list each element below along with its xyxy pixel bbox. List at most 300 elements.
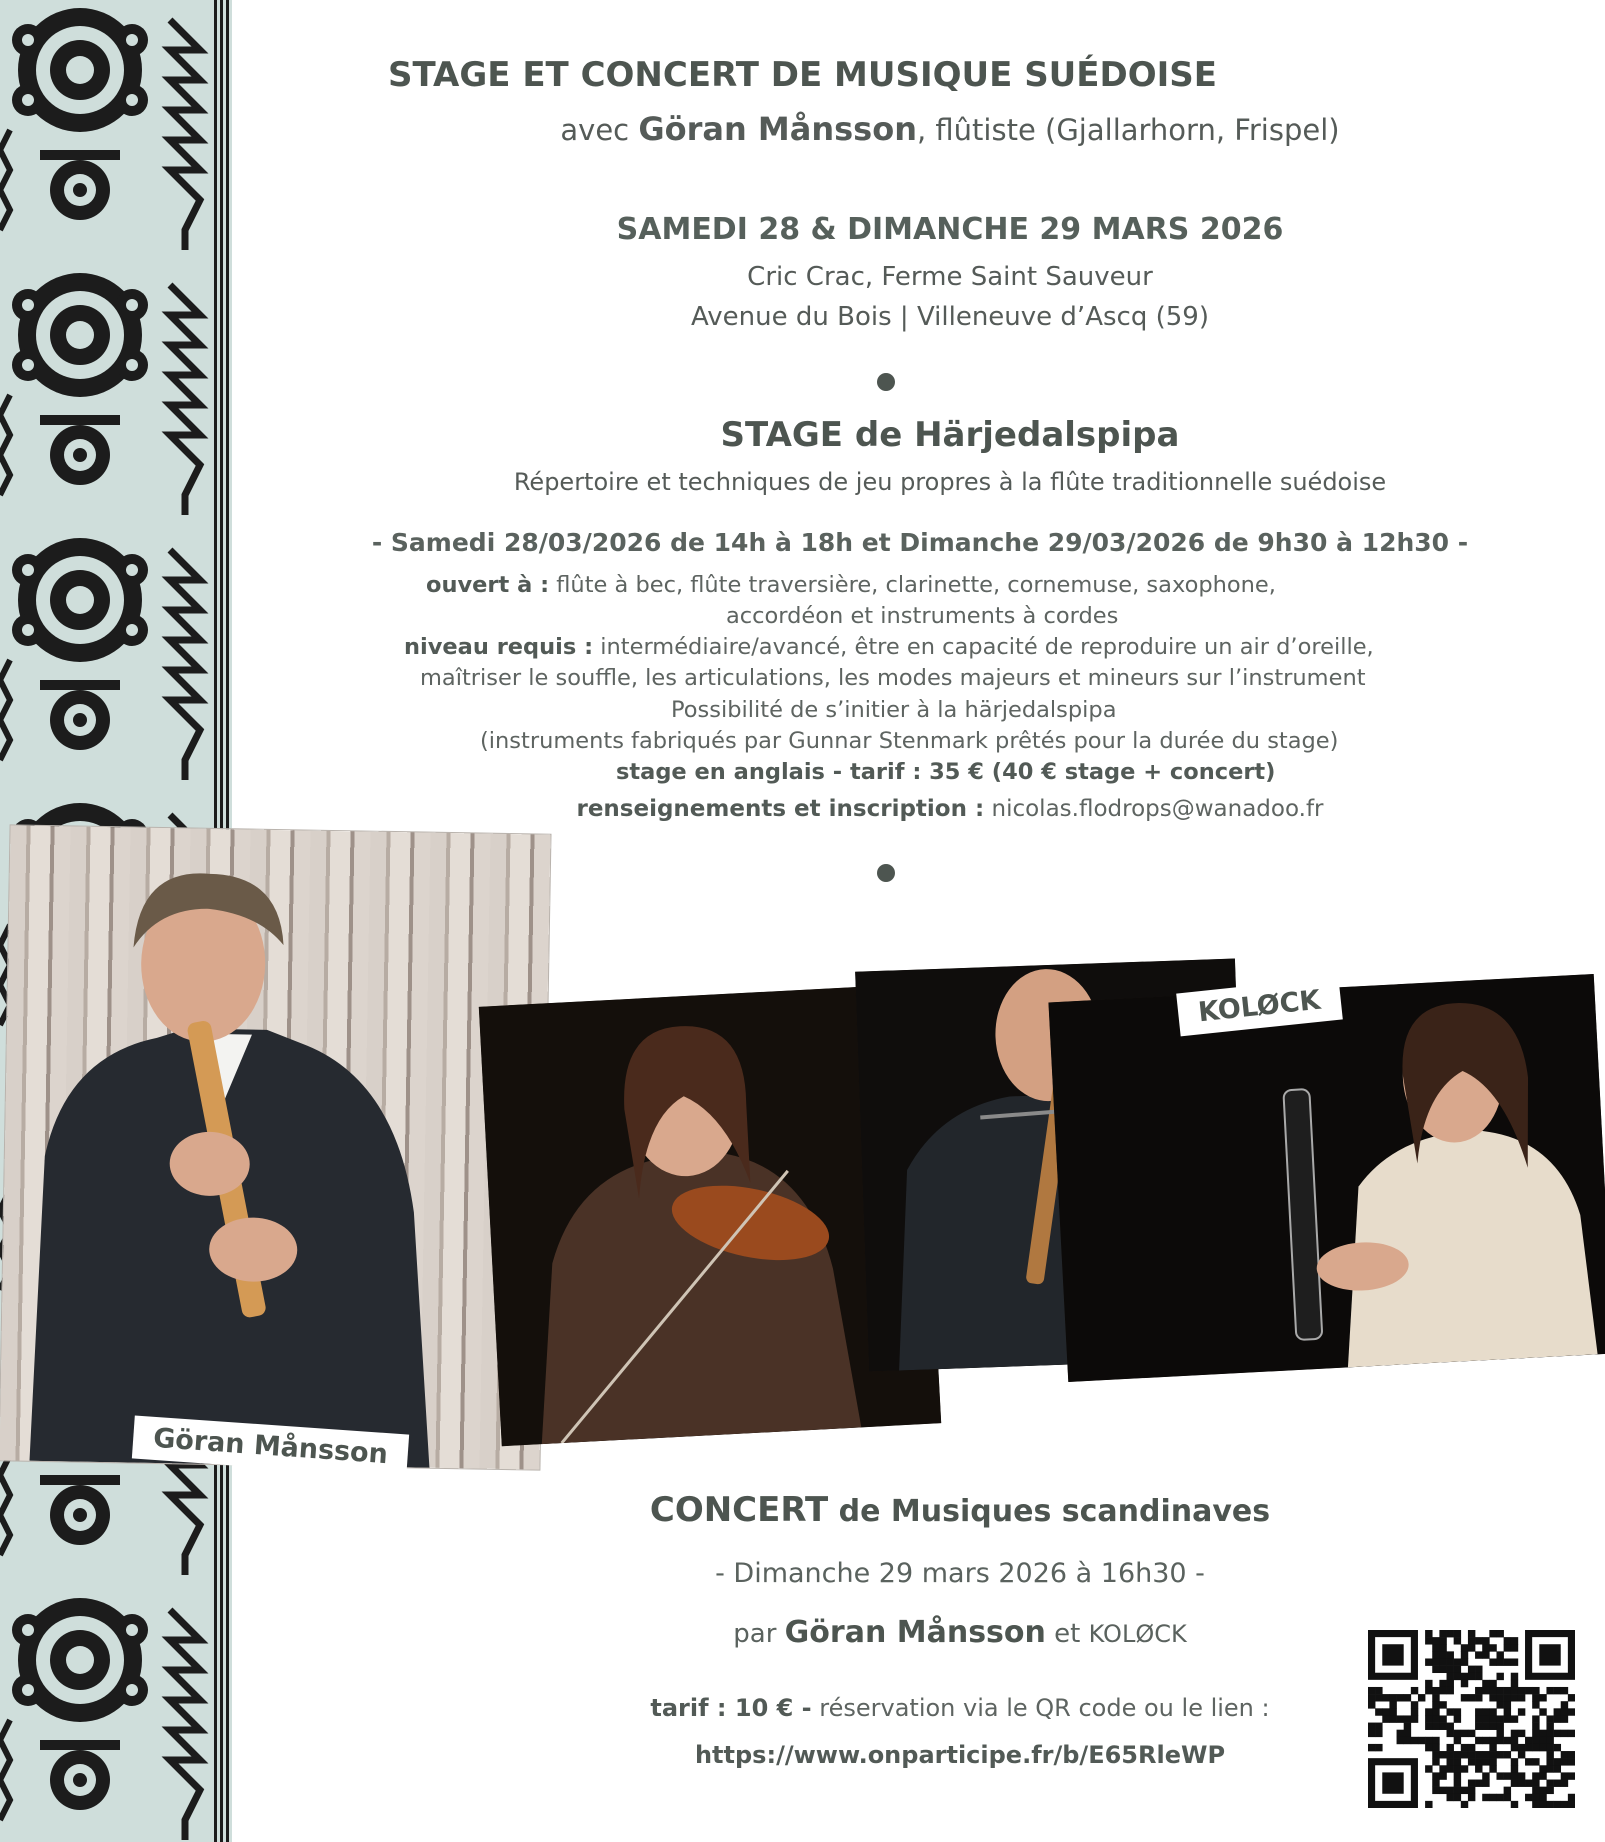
- qr-module: [1539, 1730, 1546, 1737]
- qr-module: [1389, 1694, 1396, 1701]
- qr-module: [1539, 1787, 1546, 1794]
- qr-module: [1461, 1730, 1468, 1737]
- stage-open-to: [426, 572, 1276, 598]
- qr-module: [1461, 1644, 1468, 1651]
- qr-module: [1425, 1630, 1432, 1637]
- contact-label: renseignements et inscription :: [576, 796, 985, 822]
- qr-module: [1539, 1772, 1546, 1779]
- qr-module: [1468, 1794, 1475, 1801]
- qr-module: [1447, 1651, 1454, 1658]
- qr-module: [1425, 1801, 1432, 1808]
- qr-module: [1447, 1794, 1454, 1801]
- qr-module: [1496, 1715, 1503, 1722]
- qr-module: [1368, 1701, 1375, 1708]
- stage-contact: [370, 796, 1530, 822]
- qr-module: [1432, 1751, 1439, 1758]
- qr-module: [1447, 1687, 1454, 1694]
- qr-module: [1482, 1758, 1489, 1765]
- qr-module: [1504, 1637, 1511, 1644]
- qr-module: [1532, 1687, 1539, 1694]
- qr-module: [1532, 1780, 1539, 1787]
- qr-module: [1511, 1765, 1518, 1772]
- qr-module: [1454, 1658, 1461, 1665]
- qr-module: [1532, 1772, 1539, 1779]
- qr-module: [1454, 1751, 1461, 1758]
- qr-module: [1375, 1723, 1382, 1730]
- qr-module: [1511, 1737, 1518, 1744]
- qr-module: [1461, 1680, 1468, 1687]
- subtitle-prefix: avec: [560, 113, 639, 147]
- qr-module: [1489, 1644, 1496, 1651]
- qr-module: [1454, 1737, 1461, 1744]
- qr-module: [1489, 1687, 1496, 1694]
- qr-module: [1461, 1801, 1468, 1808]
- qr-module: [1439, 1751, 1446, 1758]
- qr-module: [1539, 1794, 1546, 1801]
- qr-module: [1432, 1701, 1439, 1708]
- qr-module: [1425, 1744, 1432, 1751]
- qr-module: [1504, 1658, 1511, 1665]
- qr-module: [1468, 1780, 1475, 1787]
- qr-module: [1439, 1715, 1446, 1722]
- qr-module: [1561, 1801, 1568, 1808]
- qr-module: [1546, 1715, 1553, 1722]
- qr-module: [1411, 1687, 1418, 1694]
- qr-module: [1454, 1730, 1461, 1737]
- qr-module: [1489, 1708, 1496, 1715]
- qr-module: [1568, 1751, 1575, 1758]
- qr-module: [1532, 1723, 1539, 1730]
- separator-dot: [877, 373, 895, 391]
- qr-module: [1454, 1673, 1461, 1680]
- qr-module: [1568, 1772, 1575, 1779]
- stage-instruments-note: (instruments fabriqués par Gunnar Stenmark prêtés pour la durée du stage): [480, 728, 1339, 754]
- qr-module: [1468, 1666, 1475, 1673]
- event-place-line1: Cric Crac, Ferme Saint Sauveur: [747, 262, 1153, 292]
- qr-module: [1461, 1694, 1468, 1701]
- performers-and: et: [1045, 1619, 1089, 1649]
- qr-module: [1439, 1772, 1446, 1779]
- qr-module: [1489, 1680, 1496, 1687]
- qr-module: [1482, 1687, 1489, 1694]
- qr-module: [1496, 1694, 1503, 1701]
- qr-module: [1461, 1744, 1468, 1751]
- qr-module: [1539, 1744, 1546, 1751]
- open-text: flûte à bec, flûte traversière, clarinette, cornemuse, saxophone,: [549, 572, 1276, 598]
- qr-module: [1425, 1737, 1432, 1744]
- qr-module: [1432, 1637, 1439, 1644]
- qr-module: [1439, 1687, 1446, 1694]
- qr-module: [1496, 1701, 1503, 1708]
- qr-module: [1561, 1708, 1568, 1715]
- qr-module: [1504, 1715, 1511, 1722]
- qr-module: [1389, 1701, 1396, 1708]
- qr-module: [1554, 1765, 1561, 1772]
- stage-level-cont: maîtriser le souffle, les articulations, les modes majeurs et mineurs sur l’instrument: [420, 665, 1366, 691]
- qr-module: [1489, 1723, 1496, 1730]
- qr-module: [1368, 1694, 1375, 1701]
- qr-module: [1511, 1715, 1518, 1722]
- qr-module: [1489, 1794, 1496, 1801]
- qr-module: [1475, 1715, 1482, 1722]
- qr-module: [1554, 1758, 1561, 1765]
- qr-module: [1397, 1715, 1404, 1722]
- qr-module: [1489, 1694, 1496, 1701]
- qr-module: [1468, 1694, 1475, 1701]
- tarif-text: réservation via le QR code ou le lien :: [811, 1694, 1270, 1722]
- qr-module: [1454, 1772, 1461, 1779]
- qr-module: [1482, 1708, 1489, 1715]
- qr-module: [1439, 1787, 1446, 1794]
- qr-module: [1554, 1708, 1561, 1715]
- qr-module: [1496, 1772, 1503, 1779]
- page-subtitle: [360, 110, 1540, 148]
- stage-description: Répertoire et techniques de jeu propres à la flûte traditionnelle suédoise: [513, 468, 1387, 496]
- qr-module: [1454, 1758, 1461, 1765]
- separator-dot: [877, 864, 895, 882]
- qr-module: [1375, 1708, 1382, 1715]
- qr-module: [1504, 1772, 1511, 1779]
- qr-module: [1532, 1737, 1539, 1744]
- qr-module: [1468, 1637, 1475, 1644]
- qr-module: [1546, 1751, 1553, 1758]
- qr-module: [1432, 1737, 1439, 1744]
- level-label: niveau requis :: [404, 634, 594, 660]
- qr-module: [1397, 1730, 1404, 1737]
- qr-module: [1475, 1637, 1482, 1644]
- qr-module: [1439, 1637, 1446, 1644]
- qr-module: [1375, 1694, 1382, 1701]
- qr-module: [1511, 1637, 1518, 1644]
- qr-module: [1432, 1644, 1439, 1651]
- qr-module: [1511, 1801, 1518, 1808]
- qr-module: [1468, 1630, 1475, 1637]
- performer-band: KOLØCK: [1088, 1620, 1187, 1648]
- qr-module: [1432, 1666, 1439, 1673]
- qr-module: [1368, 1687, 1375, 1694]
- qr-module: [1546, 1758, 1553, 1765]
- performers-prefix: par: [733, 1619, 785, 1649]
- qr-module: [1568, 1758, 1575, 1765]
- qr-module: [1568, 1708, 1575, 1715]
- qr-module: [1511, 1673, 1518, 1680]
- qr-module: [1561, 1687, 1568, 1694]
- qr-module: [1454, 1715, 1461, 1722]
- qr-module: [1482, 1737, 1489, 1744]
- qr-module: [1518, 1780, 1525, 1787]
- stage-price: stage en anglais - tarif : 35 € (40 € stage + concert): [616, 759, 1276, 785]
- qr-module: [1489, 1765, 1496, 1772]
- qr-module: [1539, 1801, 1546, 1808]
- concert-date: - Dimanche 29 mars 2026 à 16h30 -: [715, 1558, 1205, 1589]
- qr-module: [1561, 1758, 1568, 1765]
- qr-module: [1496, 1723, 1503, 1730]
- qr-module: [1525, 1687, 1532, 1694]
- event-date: SAMEDI 28 & DIMANCHE 29 MARS 2026: [616, 212, 1284, 247]
- qr-module: [1518, 1744, 1525, 1751]
- qr-module: [1375, 1730, 1382, 1737]
- qr-module: [1568, 1794, 1575, 1801]
- qr-module: [1475, 1651, 1482, 1658]
- qr-module: [1461, 1751, 1468, 1758]
- qr-module: [1475, 1751, 1482, 1758]
- qr-module: [1439, 1680, 1446, 1687]
- qr-module: [1454, 1630, 1461, 1637]
- qr-module: [1532, 1701, 1539, 1708]
- concert-link[interactable]: https://www.onparticipe.fr/b/E65RleWP: [694, 1741, 1226, 1769]
- qr-module: [1475, 1780, 1482, 1787]
- qr-module: [1482, 1715, 1489, 1722]
- qr-module: [1425, 1765, 1432, 1772]
- qr-module: [1496, 1651, 1503, 1658]
- qr-module: [1518, 1687, 1525, 1694]
- qr-module: [1511, 1758, 1518, 1765]
- qr-module: [1432, 1651, 1439, 1658]
- qr-module: [1439, 1651, 1446, 1658]
- qr-module: [1532, 1801, 1539, 1808]
- qr-module: [1382, 1715, 1389, 1722]
- qr-module: [1447, 1765, 1454, 1772]
- qr-module: [1496, 1687, 1503, 1694]
- qr-module: [1504, 1787, 1511, 1794]
- qr-module: [1482, 1637, 1489, 1644]
- qr-module: [1525, 1737, 1532, 1744]
- qr-module: [1439, 1658, 1446, 1665]
- contact-email[interactable]: nicolas.flodrops@wanadoo.fr: [984, 796, 1324, 822]
- qr-module: [1468, 1673, 1475, 1680]
- qr-module: [1425, 1680, 1432, 1687]
- qr-module: [1454, 1794, 1461, 1801]
- qr-module: [1546, 1787, 1553, 1794]
- qr-module: [1504, 1751, 1511, 1758]
- qr-module: [1482, 1794, 1489, 1801]
- subtitle-suffix: , flûtiste (Gjallarhorn, Frispel): [916, 113, 1340, 147]
- qr-module: [1425, 1637, 1432, 1644]
- qr-module: [1454, 1666, 1461, 1673]
- qr-module: [1447, 1708, 1454, 1715]
- qr-module: [1568, 1694, 1575, 1701]
- qr-module: [1389, 1708, 1396, 1715]
- performer-name: Göran Månsson: [784, 1615, 1046, 1650]
- qr-module: [1561, 1780, 1568, 1787]
- qr-module: [1518, 1708, 1525, 1715]
- qr-module: [1475, 1708, 1482, 1715]
- qr-module: [1432, 1687, 1439, 1694]
- qr-module: [1504, 1687, 1511, 1694]
- qr-module: [1461, 1673, 1468, 1680]
- qr-module: [1554, 1744, 1561, 1751]
- qr-code[interactable]: [1368, 1630, 1575, 1808]
- qr-module: [1397, 1694, 1404, 1701]
- qr-module: [1389, 1715, 1396, 1722]
- qr-module: [1375, 1744, 1382, 1751]
- qr-module: [1496, 1794, 1503, 1801]
- qr-module: [1546, 1744, 1553, 1751]
- qr-module: [1475, 1765, 1482, 1772]
- qr-module: [1504, 1737, 1511, 1744]
- qr-module: [1475, 1687, 1482, 1694]
- qr-module: [1518, 1772, 1525, 1779]
- qr-module: [1411, 1708, 1418, 1715]
- qr-module: [1425, 1708, 1432, 1715]
- qr-module: [1532, 1744, 1539, 1751]
- qr-module: [1447, 1758, 1454, 1765]
- qr-module: [1546, 1687, 1553, 1694]
- qr-module: [1404, 1694, 1411, 1701]
- qr-module: [1511, 1694, 1518, 1701]
- qr-module: [1496, 1751, 1503, 1758]
- concert-performers: [380, 1615, 1540, 1650]
- qr-module: [1439, 1723, 1446, 1730]
- qr-module: [1532, 1787, 1539, 1794]
- qr-module: [1397, 1737, 1404, 1744]
- qr-code-graphic[interactable]: [1368, 1630, 1575, 1808]
- qr-module: [1447, 1680, 1454, 1687]
- qr-module: [1546, 1730, 1553, 1737]
- qr-module: [1432, 1723, 1439, 1730]
- qr-module: [1432, 1744, 1439, 1751]
- qr-module: [1511, 1780, 1518, 1787]
- qr-module: [1511, 1644, 1518, 1651]
- qr-module: [1368, 1730, 1375, 1737]
- qr-module: [1404, 1737, 1411, 1744]
- qr-module: [1518, 1730, 1525, 1737]
- band-caption: KOLØCK: [1176, 977, 1342, 1037]
- concert-title-rest: de Musiques scandinaves: [828, 1494, 1271, 1529]
- qr-module: [1425, 1658, 1432, 1665]
- qr-module: [1546, 1723, 1553, 1730]
- qr-module: [1432, 1787, 1439, 1794]
- qr-module: [1496, 1630, 1503, 1637]
- tarif-label: tarif : 10 € -: [650, 1694, 812, 1722]
- qr-module: [1439, 1644, 1446, 1651]
- event-place-line2: Avenue du Bois | Villeneuve d’Ascq (59): [691, 302, 1209, 332]
- qr-module: [1511, 1687, 1518, 1694]
- qr-module: [1561, 1715, 1568, 1722]
- qr-module: [1447, 1730, 1454, 1737]
- qr-module: [1539, 1765, 1546, 1772]
- qr-module: [1425, 1723, 1432, 1730]
- qr-module: [1382, 1708, 1389, 1715]
- qr-module: [1489, 1758, 1496, 1765]
- qr-module: [1461, 1765, 1468, 1772]
- qr-module: [1468, 1758, 1475, 1765]
- qr-finder-square: [1539, 1644, 1560, 1665]
- qr-module: [1568, 1801, 1575, 1808]
- qr-module: [1532, 1730, 1539, 1737]
- qr-module: [1504, 1644, 1511, 1651]
- qr-module: [1504, 1708, 1511, 1715]
- qr-module: [1561, 1751, 1568, 1758]
- qr-module: [1404, 1715, 1411, 1722]
- qr-module: [1475, 1758, 1482, 1765]
- qr-module: [1482, 1723, 1489, 1730]
- stage-level: [404, 634, 1374, 660]
- qr-module: [1468, 1730, 1475, 1737]
- qr-module: [1511, 1772, 1518, 1779]
- qr-module: [1461, 1651, 1468, 1658]
- qr-module: [1475, 1694, 1482, 1701]
- qr-module: [1432, 1694, 1439, 1701]
- clarinetist-figure: [1048, 974, 1605, 1382]
- qr-module: [1511, 1744, 1518, 1751]
- qr-module: [1568, 1730, 1575, 1737]
- qr-module: [1447, 1751, 1454, 1758]
- qr-module: [1482, 1772, 1489, 1779]
- qr-module: [1561, 1772, 1568, 1779]
- qr-module: [1489, 1658, 1496, 1665]
- qr-module: [1375, 1687, 1382, 1694]
- qr-module: [1382, 1694, 1389, 1701]
- goran-caption: Göran Månsson: [132, 1415, 409, 1477]
- qr-module: [1511, 1730, 1518, 1737]
- goran-photo: [0, 825, 550, 1469]
- qr-module: [1411, 1715, 1418, 1722]
- qr-module: [1404, 1730, 1411, 1737]
- qr-module: [1525, 1758, 1532, 1765]
- qr-module: [1454, 1787, 1461, 1794]
- qr-module: [1496, 1673, 1503, 1680]
- qr-module: [1454, 1780, 1461, 1787]
- qr-module: [1404, 1723, 1411, 1730]
- qr-module: [1532, 1794, 1539, 1801]
- qr-module: [1539, 1737, 1546, 1744]
- qr-module: [1532, 1715, 1539, 1722]
- qr-module: [1468, 1751, 1475, 1758]
- qr-module: [1504, 1701, 1511, 1708]
- qr-module: [1546, 1780, 1553, 1787]
- qr-module: [1504, 1794, 1511, 1801]
- qr-module: [1511, 1658, 1518, 1665]
- qr-module: [1546, 1765, 1553, 1772]
- stage-title: STAGE de Härjedalspipa: [720, 415, 1180, 455]
- qr-module: [1511, 1680, 1518, 1687]
- qr-module: [1489, 1630, 1496, 1637]
- qr-module: [1447, 1723, 1454, 1730]
- qr-module: [1546, 1737, 1553, 1744]
- page-title: STAGE ET CONCERT DE MUSIQUE SUÉDOISE: [388, 55, 1217, 95]
- qr-module: [1496, 1737, 1503, 1744]
- qr-finder-square: [1382, 1772, 1403, 1793]
- qr-module: [1489, 1715, 1496, 1722]
- qr-module: [1447, 1673, 1454, 1680]
- qr-module: [1554, 1687, 1561, 1694]
- concert-title: [380, 1490, 1540, 1530]
- qr-module: [1411, 1701, 1418, 1708]
- qr-module: [1454, 1708, 1461, 1715]
- qr-module: [1546, 1801, 1553, 1808]
- qr-module: [1418, 1737, 1425, 1744]
- qr-module: [1447, 1658, 1454, 1665]
- qr-module: [1496, 1730, 1503, 1737]
- qr-module: [1554, 1730, 1561, 1737]
- qr-module: [1447, 1744, 1454, 1751]
- qr-module: [1432, 1780, 1439, 1787]
- qr-module: [1518, 1751, 1525, 1758]
- qr-module: [1532, 1758, 1539, 1765]
- qr-module: [1454, 1765, 1461, 1772]
- qr-module: [1368, 1744, 1375, 1751]
- qr-module: [1554, 1780, 1561, 1787]
- qr-module: [1475, 1673, 1482, 1680]
- qr-module: [1489, 1744, 1496, 1751]
- qr-module: [1468, 1744, 1475, 1751]
- qr-module: [1504, 1694, 1511, 1701]
- concert-tarif: [380, 1694, 1540, 1722]
- qr-module: [1432, 1715, 1439, 1722]
- qr-module: [1561, 1701, 1568, 1708]
- qr-module: [1525, 1794, 1532, 1801]
